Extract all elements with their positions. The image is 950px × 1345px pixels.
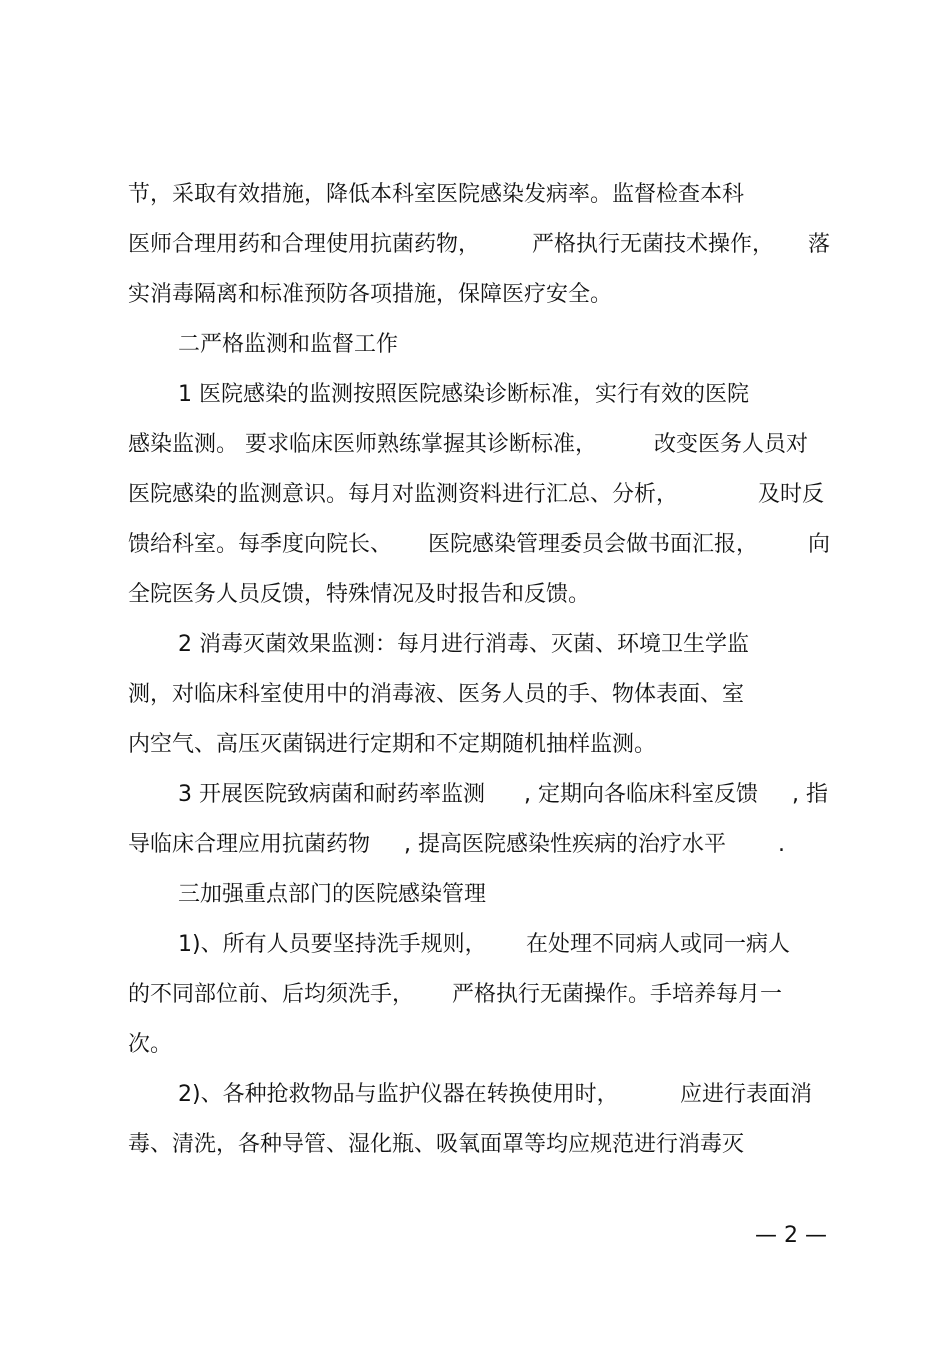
text-line: , 提高医院感染性疾病的治疗水平 [404,832,726,857]
text-line: 落 [808,232,831,257]
text-line: 导临床合理应用抗菌药物 [128,832,371,857]
text-line: 在处理不同病人或同一病人 [526,932,791,957]
text-line: 向 [808,532,831,557]
text-line: 实消毒隔离和标准预防各项措施，保障医疗安全。 [128,282,613,307]
text-line: . [778,832,785,857]
text-line: 馈给科室。每季度向院长、 [128,532,393,557]
text-line: 2 消毒灭菌效果监测：每月进行消毒、灭菌、环境卫生学监 [178,632,749,657]
text-line: 节，采取有效措施，降低本科室医院感染发病率。监督检查本科 [128,182,745,207]
text-line: 全院医务人员反馈，特殊情况及时报告和反馈。 [128,582,591,607]
text-line: 2)、各种抢救物品与监护仪器在转换使用时， [178,1082,619,1107]
text-line: 的不同部位前、后均须洗手， [128,982,415,1007]
text-line: 医师合理用药和合理使用抗菌药物， [128,232,481,257]
text-line: 毒、清洗，各种导管、湿化瓶、吸氧面罩等均应规范进行消毒灭 [128,1132,745,1157]
text-line: 3 开展医院致病菌和耐药率监测 [178,782,485,807]
text-line: 次。 [128,1032,173,1057]
text-line: 感染监测。 要求临床医师熟练掌握其诊断标准， [128,432,597,457]
text-line: 医院感染管理委员会做书面汇报， [428,532,759,557]
text-line: 1 医院感染的监测按照医院感染诊断标准，实行有效的医院 [178,382,749,407]
text-line: 改变医务人员对 [654,432,809,457]
text-line: , 定期向各临床科室反馈 [524,782,758,807]
section-heading: 三加强重点部门的医院感染管理 [178,882,487,907]
text-line: 应进行表面消 [680,1082,813,1107]
text-line: 及时反 [758,482,825,507]
text-line: 严格执行无菌技术操作， [532,232,775,257]
text-line: 医院感染的监测意识。每月对监测资料进行汇总、分析， [128,482,679,507]
text-line: 1)、所有人员要坚持洗手规则， [178,932,487,957]
text-line: 内空气、高压灭菌锅进行定期和不定期随机抽样监测。 [128,732,657,757]
section-heading: 二严格监测和监督工作 [178,332,399,357]
text-line: 严格执行无菌操作。手培养每月一 [452,982,783,1007]
text-line: , 指 [792,782,828,807]
page-number: — 2 — [755,1223,827,1248]
text-line: 测，对临床科室使用中的消毒液、医务人员的手、物体表面、室 [128,682,745,707]
